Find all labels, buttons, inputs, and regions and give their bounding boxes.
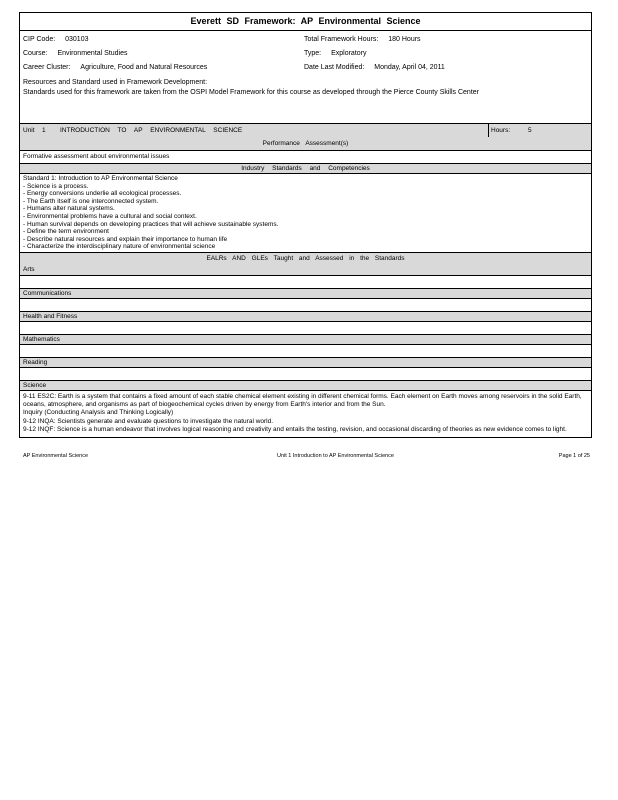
subject-health-fitness: Health and Fitness <box>20 311 591 321</box>
subject-arts: Arts <box>23 265 35 273</box>
arts-content <box>20 275 591 288</box>
cip-label: CIP Code: <box>23 36 56 43</box>
mathematics-content <box>20 344 591 357</box>
unit-hours-value: 5 <box>527 127 532 134</box>
formative-assessment: Formative assessment about environmental issues <box>23 153 170 160</box>
total-hours-label: Total Framework Hours: <box>304 36 379 43</box>
unit-hours <box>488 124 532 137</box>
standard-item: - Describe natural resources and explain their importance to human life <box>23 235 228 243</box>
standard-item: - Energy conversions underlie all ecological processes. <box>23 190 182 198</box>
unit-hours-label: Hours: <box>491 127 511 134</box>
ealrs-heading: EALRs AND GLEs Taught and Assessed in the Standards <box>206 254 405 262</box>
page-footer <box>21 453 590 463</box>
standard-item: - Humans alter natural systems. <box>23 205 115 213</box>
cluster-label: Career Cluster: <box>23 64 71 71</box>
unit-title: INTRODUCTION TO AP ENVIRONMENTAL SCIENCE <box>60 127 243 134</box>
subject-reading: Reading <box>20 357 591 367</box>
science-standard: 9-11 ES2C: Earth is a system that contains a fixed amount of each stable chemical element existing in different chemical forms. Each element on Earth moves among reservoirs in the solid Earth, oceans, atmosphere, and organisms as part of biogeochemical cycles driven by energy from Earth's interior and from the Sun. <box>23 392 582 408</box>
science-standard: 9-12 INQA: Scientists generate and evaluate questions to investigate the natural world. <box>23 417 274 425</box>
course-meta <box>20 31 591 123</box>
ealrs-heading-bar <box>20 252 591 275</box>
health-content <box>20 321 591 334</box>
type-row <box>304 50 366 57</box>
standard-item: - Define the term environment <box>23 228 109 236</box>
document-title: Everett SD Framework: AP Environmental Science <box>20 13 591 31</box>
subject-science: Science <box>20 380 591 390</box>
total-hours-row <box>304 36 421 43</box>
science-content <box>20 390 591 437</box>
unit-number: 1 <box>42 127 46 134</box>
footer-left: AP Environmental Science <box>23 453 89 459</box>
footer-page-number: Page 1 of 25 <box>558 453 590 459</box>
resources-label: Resources and Standard used in Framework Development: <box>23 79 208 86</box>
reading-content <box>20 367 591 380</box>
standard-item: - Environmental problems have a cultural and social context. <box>23 212 197 220</box>
cluster-value: Agriculture, Food and Natural Resources <box>80 64 208 71</box>
type-label: Type: <box>304 50 322 57</box>
footer-center: Unit 1 Introduction to AP Environmental Science <box>277 453 394 459</box>
standard-item: - Characterize the interdisciplinary nature of environmental science <box>23 243 216 251</box>
cip-value: 030103 <box>65 36 89 43</box>
modified-label: Date Last Modified: <box>304 64 365 71</box>
industry-standards-heading: Industry Standards and Competencies <box>20 163 591 174</box>
performance-assessment-heading: Performance Assessment(s) <box>262 140 349 147</box>
total-hours-value: 180 Hours <box>388 36 421 43</box>
communications-content <box>20 298 591 311</box>
subject-communications: Communications <box>20 288 591 298</box>
framework-document <box>19 12 592 438</box>
cip-row <box>23 36 88 43</box>
modified-row <box>304 64 445 71</box>
science-standard: Inquiry (Conducting Analysis and Thinking Logically) <box>23 409 174 417</box>
subject-mathematics: Mathematics <box>20 334 591 344</box>
standard-item: - Human survival depends on developing practices that will achieve sustainable systems. <box>23 220 279 228</box>
modified-value: Monday, April 04, 2011 <box>374 64 445 71</box>
science-standard: 9-12 INQF: Science is a human endeavor that involves logical reasoning and creativity and entails the testing, revision, and occasional discarding of theories as new evidence comes to light. <box>23 426 567 434</box>
unit-header <box>20 123 591 151</box>
resources-text: Standards used for this framework are taken from the OSPI Model Framework for this course as developed through the Pierce County Skills Center <box>23 89 479 96</box>
standard-block <box>20 174 591 252</box>
course-label: Course: <box>23 50 48 57</box>
standard-heading: Standard 1: Introduction to AP Environmental Science <box>23 175 178 182</box>
cluster-row <box>23 64 207 71</box>
type-value: Exploratory <box>331 50 367 57</box>
course-value: Environmental Studies <box>57 50 128 57</box>
standard-item: - The Earth itself is one interconnected system. <box>23 197 159 205</box>
standard-item: - Science is a process. <box>23 182 89 190</box>
course-row <box>23 50 128 57</box>
unit-label: Unit <box>23 127 35 134</box>
